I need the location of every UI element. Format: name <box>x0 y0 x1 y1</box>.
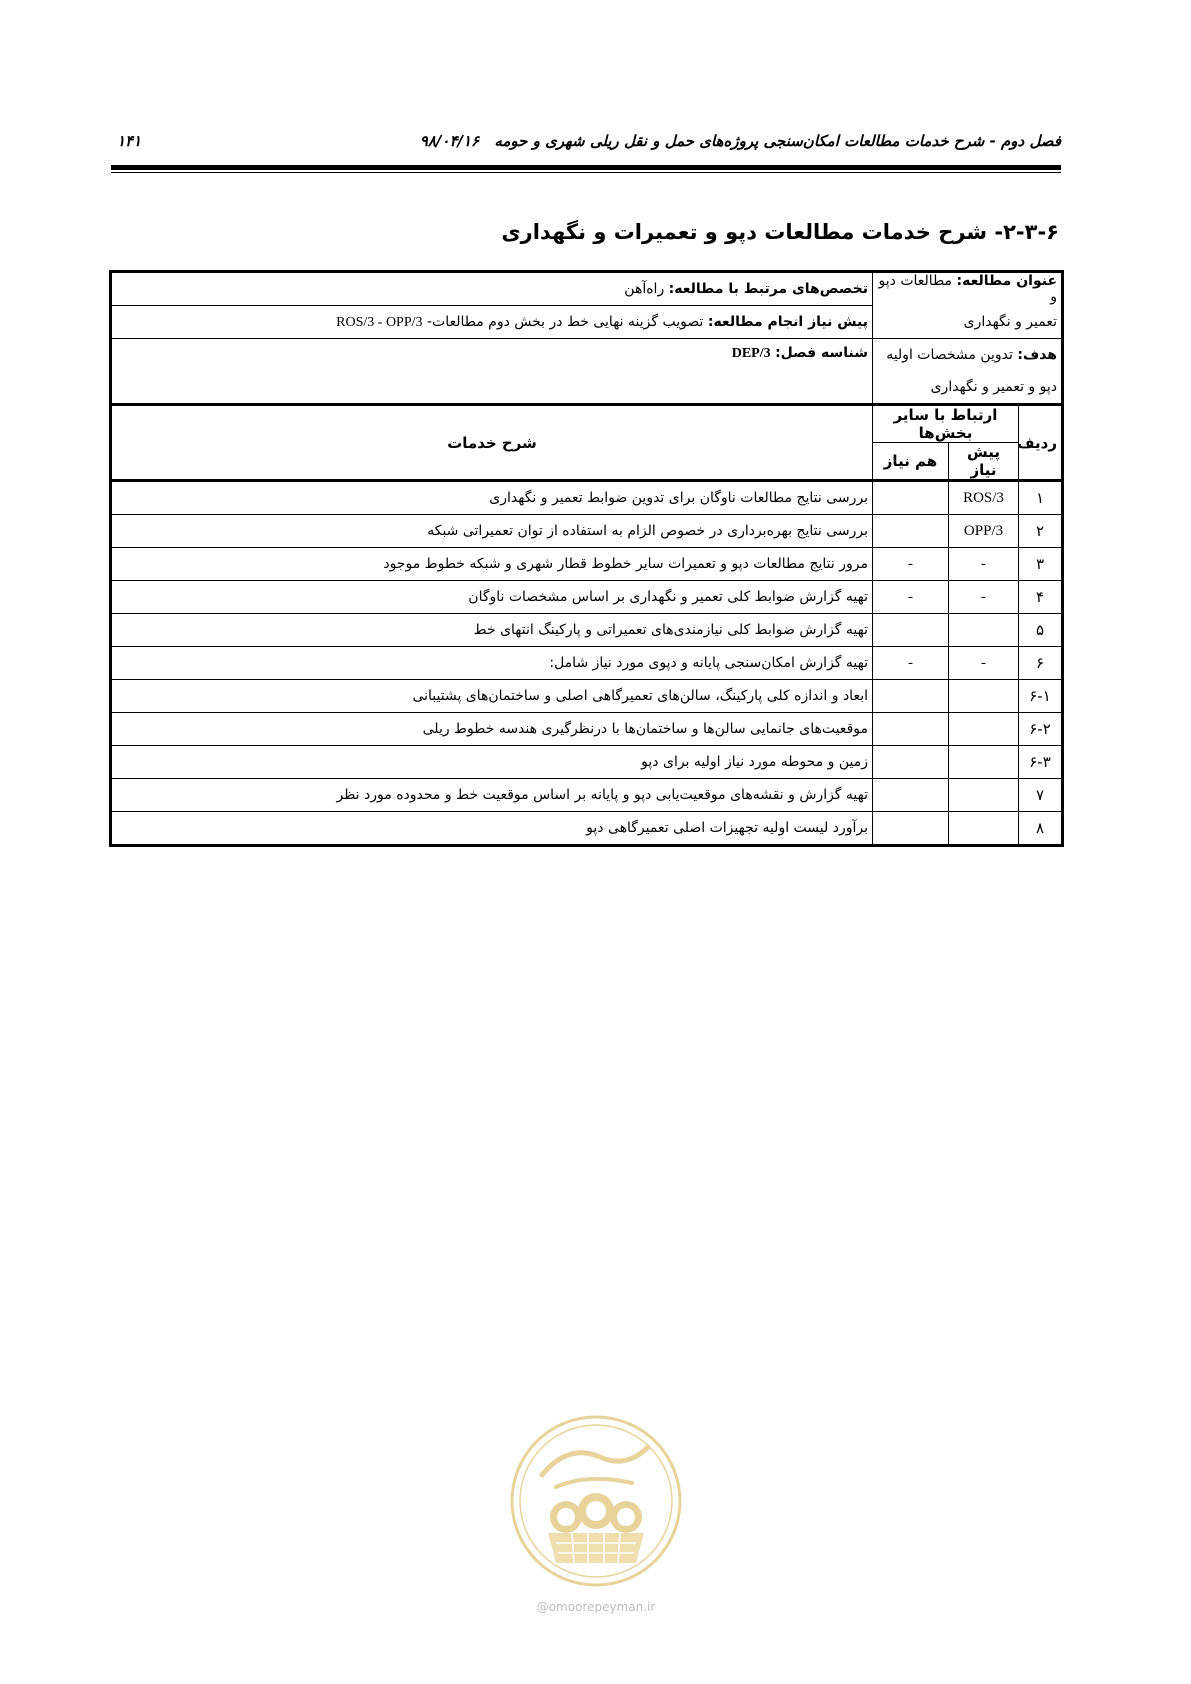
row-corequisite <box>873 812 949 846</box>
row-prerequisite: - <box>949 548 1019 581</box>
header-rule-thick <box>111 165 1061 170</box>
chapter-id-cell <box>111 339 873 405</box>
study-title-value-cont: تعمیر و نگهداری <box>963 313 1058 330</box>
chapter-id-label: شناسه فصل: <box>775 345 868 361</box>
row-corequisite <box>873 515 949 548</box>
coreq-column-header: هم نیاز <box>873 443 949 481</box>
row-corequisite <box>873 614 949 647</box>
row-corequisite <box>873 779 949 812</box>
goal-cont-cell <box>873 371 1063 405</box>
table-row <box>111 548 1063 581</box>
row-description: زمین و محوطه مورد نیاز اولیه برای دپو <box>111 746 873 779</box>
omoorepeyman-seal-logo <box>508 1413 684 1589</box>
goal-value-cont: دپو و تعمیر و نگهداری <box>930 379 1058 395</box>
row-number: ۶-۳ <box>1019 746 1063 779</box>
goal-label: هدف: <box>1017 347 1058 363</box>
table-row <box>111 713 1063 746</box>
relation-header: ارتباط با سایر بخش‌ها <box>873 405 1019 443</box>
watermark-url: @omoorepeyman.ir <box>536 1600 656 1614</box>
row-prerequisite <box>949 746 1019 779</box>
row-prerequisite: - <box>949 581 1019 614</box>
running-title <box>420 132 1061 150</box>
table-row <box>111 647 1063 680</box>
row-prerequisite <box>949 713 1019 746</box>
row-description: بررسی نتایج بهره‌برداری در خصوص الزام به استفاده از توان تعمیراتی شبکه <box>111 515 873 548</box>
row-prerequisite <box>949 614 1019 647</box>
row-prerequisite <box>949 779 1019 812</box>
row-description: ابعاد و اندازه کلی پارکینگ، سالن‌های تعمیرگاهی اصلی و ساختمان‌های پشتیبانی <box>111 680 873 713</box>
study-title-cell <box>873 272 1063 306</box>
row-number: ۴ <box>1019 581 1063 614</box>
row-prerequisite <box>949 812 1019 846</box>
row-corequisite: - <box>873 548 949 581</box>
study-title-label: عنوان مطالعه: <box>956 273 1058 290</box>
goal-value: تدوین مشخصات اولیه <box>886 347 1013 363</box>
prereq-label: پیش نیاز انجام مطالعه: <box>707 313 868 330</box>
table-row <box>111 581 1063 614</box>
row-number: ۶-۲ <box>1019 713 1063 746</box>
row-description: برآورد لیست اولیه تجهیزات اصلی تعمیرگاهی دپو <box>111 812 873 846</box>
row-description: بررسی نتایج مطالعات ناوگان برای تدوین ضوابط تعمیر و نگهداری <box>111 481 873 515</box>
description-header: شرح خدمات <box>111 405 873 481</box>
row-number: ۷ <box>1019 779 1063 812</box>
row-number: ۶ <box>1019 647 1063 680</box>
row-description: تهیه گزارش امکان‌سنجی پایانه و دپوی مورد نیاز شامل: <box>111 647 873 680</box>
row-number-header: ردیف <box>1019 405 1063 481</box>
table-row <box>111 680 1063 713</box>
header-title: فصل دوم - شرح خدمات مطالعات امکان‌سنجی پروژه‌های حمل و نقل ریلی شهری و حومه <box>494 132 1061 150</box>
row-corequisite <box>873 746 949 779</box>
row-description: تهیه گزارش ضوابط کلی تعمیر و نگهداری بر اساس مشخصات ناوگان <box>111 581 873 614</box>
goal-cell <box>873 339 1063 372</box>
prereq-column-header: پیش نیاز <box>949 443 1019 481</box>
study-title-cont-cell <box>873 306 1063 339</box>
study-title-value: مطالعات دپو و <box>878 273 1058 306</box>
table-row <box>111 812 1063 846</box>
table-row <box>111 481 1063 515</box>
specialties-label: تخصص‌های مرتبط با مطالعه: <box>668 281 868 297</box>
prereq-value: تصویب گزینه نهایی خط در بخش دوم مطالعات- <box>426 313 704 330</box>
row-prerequisite <box>949 680 1019 713</box>
row-number: ۵ <box>1019 614 1063 647</box>
rows-body <box>111 481 1063 846</box>
row-prerequisite: ROS/3 <box>949 481 1019 515</box>
page-number: ۱۴۱ <box>117 132 142 150</box>
table-row <box>111 746 1063 779</box>
section-title: ۲-۳-۶- شرح خدمات مطالعات دپو و تعمیرات و نگهداری <box>501 220 1059 244</box>
row-number: ۸ <box>1019 812 1063 846</box>
header-rule-thin <box>111 172 1061 173</box>
prereq-codes: ROS/3 - OPP/3 <box>336 314 423 330</box>
row-number: ۶-۱ <box>1019 680 1063 713</box>
chapter-id-value: DEP/3 <box>731 346 771 361</box>
services-table <box>109 270 1064 847</box>
table-row <box>111 614 1063 647</box>
specialties-value: راه‌آهن <box>624 281 665 297</box>
row-corequisite: - <box>873 647 949 680</box>
row-corequisite <box>873 481 949 515</box>
row-description: موقعیت‌های جانمایی سالن‌ها و ساختمان‌ها با درنظرگیری هندسه خطوط ریلی <box>111 713 873 746</box>
row-corequisite: - <box>873 581 949 614</box>
row-description: مرور نتایج مطالعات دپو و تعمیرات سایر خطوط قطار شهری و شبکه خطوط موجود <box>111 548 873 581</box>
row-number: ۳ <box>1019 548 1063 581</box>
row-description: تهیه گزارش و نقشه‌های موقعیت‌یابی دپو و پایانه بر اساس موقعیت خط و محدوده مورد نظر <box>111 779 873 812</box>
row-corequisite <box>873 713 949 746</box>
row-prerequisite: OPP/3 <box>949 515 1019 548</box>
row-prerequisite: - <box>949 647 1019 680</box>
row-number: ۲ <box>1019 515 1063 548</box>
table-row <box>111 779 1063 812</box>
table-row <box>111 515 1063 548</box>
specialties-cell <box>111 272 873 306</box>
prereq-cell <box>111 306 873 339</box>
header-date: ۹۸/۰۴/۱۶ <box>419 132 480 150</box>
row-corequisite <box>873 680 949 713</box>
row-number: ۱ <box>1019 481 1063 515</box>
page-header <box>111 128 1061 154</box>
row-description: تهیه گزارش ضوابط کلی نیازمندی‌های تعمیراتی و پارکینگ انتهای خط <box>111 614 873 647</box>
